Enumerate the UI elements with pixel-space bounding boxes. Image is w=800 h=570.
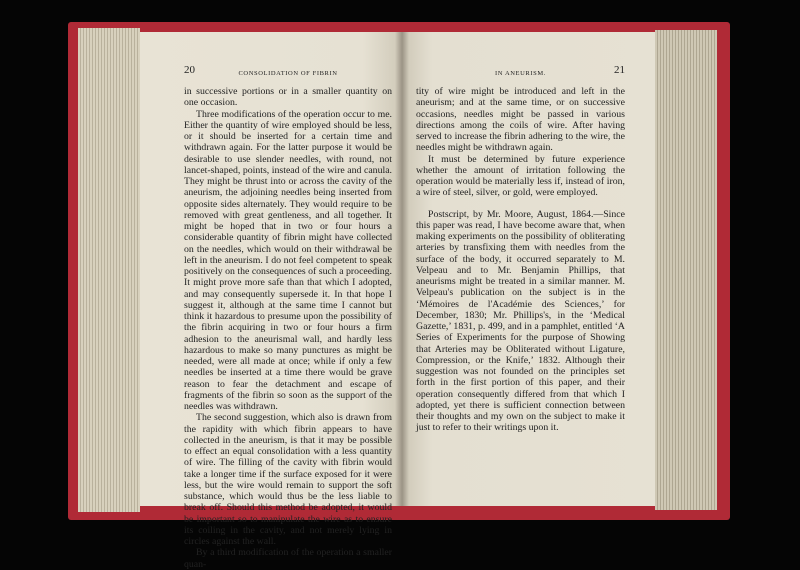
paragraph-gap (416, 199, 625, 209)
right-page (402, 32, 655, 506)
book-gutter (395, 32, 409, 506)
right-running-head (416, 64, 625, 79)
right-page-number: 21 (614, 64, 625, 76)
left-running-head (184, 64, 392, 79)
left-paragraph-3: The second suggestion, which also is drawn from the rapidity with which fibrin appears to have collected in the aneurism, is that it may be possible to effect an equal consolidation with a less quantity of wire. The filling of the cavity with fibrin would take a longer time if the surface exposed for it were less, but the wire would remain to support the soft substance, which would thus be the less liable to break off. Should this method be adopted, it would be important so to manipulate the wire as to ensure its coiling in the cavity, and not merely lying in circles against the wall. (184, 412, 392, 547)
left-paragraph-2: Three modifications of the operation occur to me. Either the quantity of wire employed should be less, or it should be inserted for a certain time and withdrawn again. For the latter purpose it would be desirable to use slender needles, with round, not lancet-shaped, points, instead of the wire and canula. They might be thrust into or across the cavity of the aneurism, the adjoining needles being inserted from opposite sides alternately. They would require to be removed with great gentleness, and all together. It might be hoped that in two or four hours a considerable quantity of fibrin might have collected on the needles, which would on their withdrawal be left in the aneurism. I do not feel competent to speak positively on the consequences of such a proceeding. It might prove more safe than that which I adopted, and may consequently supersede it. In that hope I suggest it, although at the same time I cannot but think it hazardous to presume upon the possibility of the fibrin acquiring in two or four hours a firm adhesion to the aneurismal wall, and hardly less hazardous to make so many punctures as might be needed, were all made at once; while if only a few needles be inserted at a time there would be grave reason to fear the detachment and escape of fragments of the fibrin so soon as the support of the needles was withdrawn. (184, 108, 392, 412)
left-page-number: 20 (184, 64, 195, 76)
right-paragraph-3-postscript: Postscript, by Mr. Moore, August, 1864.—Since this paper was read, I have become aware that, when making experiments on the possibility of obliterating arteries by transfixing them with needles from the surface of the body, it occurred separately to M. Velpeau and to Mr. Benjamin Phillips, that aneurisms might be treated in a similar manner. M. Velpeau's publication on the subject is in the ‘Mémoires de l'Académie des Sciences,’ for December, 1830; Mr. Phillips's, in the ‘Medical Gazette,’ 1831, p. 499, and in a pamphlet, entitled ‘A Series of Experiments for the purpose of Showing that Arteries may be Obliterated without Ligature, Compression, or the Knife,’ 1832. Although their suggestion was not founded on the principles set forth in the first portion of this paper, and their operation consequently differed from that which I adopted, yet there is sufficient connection between their thoughts and my own on the subject to make it just to refer to their writings upon it. (416, 208, 625, 434)
right-paragraph-2: It must be determined by future experience whether the amount of irritation following the operation would be materially less if, instead of iron, a wire of steel, silver, or gold, were employed. (416, 153, 625, 199)
page-edges-right (655, 30, 717, 510)
left-paragraph-1: in successive portions or in a smaller quantity on one occasion. (184, 86, 392, 109)
left-running-title: CONSOLIDATION OF FIBRIN (238, 70, 338, 77)
page-edges-left (78, 28, 140, 512)
left-page (140, 32, 402, 570)
right-running-title: IN ANEURISM. (495, 70, 546, 77)
right-paragraph-1: tity of wire might be introduced and left in the aneurism; and at the same time, or on successive occasions, needles might be passed in various directions among the coils of wire. After having served to increase the fibrin adhering to the wire, the needles might be withdrawn again. (416, 86, 625, 154)
left-paragraph-4: By a third modification of the operation a smaller quan- (184, 547, 392, 570)
